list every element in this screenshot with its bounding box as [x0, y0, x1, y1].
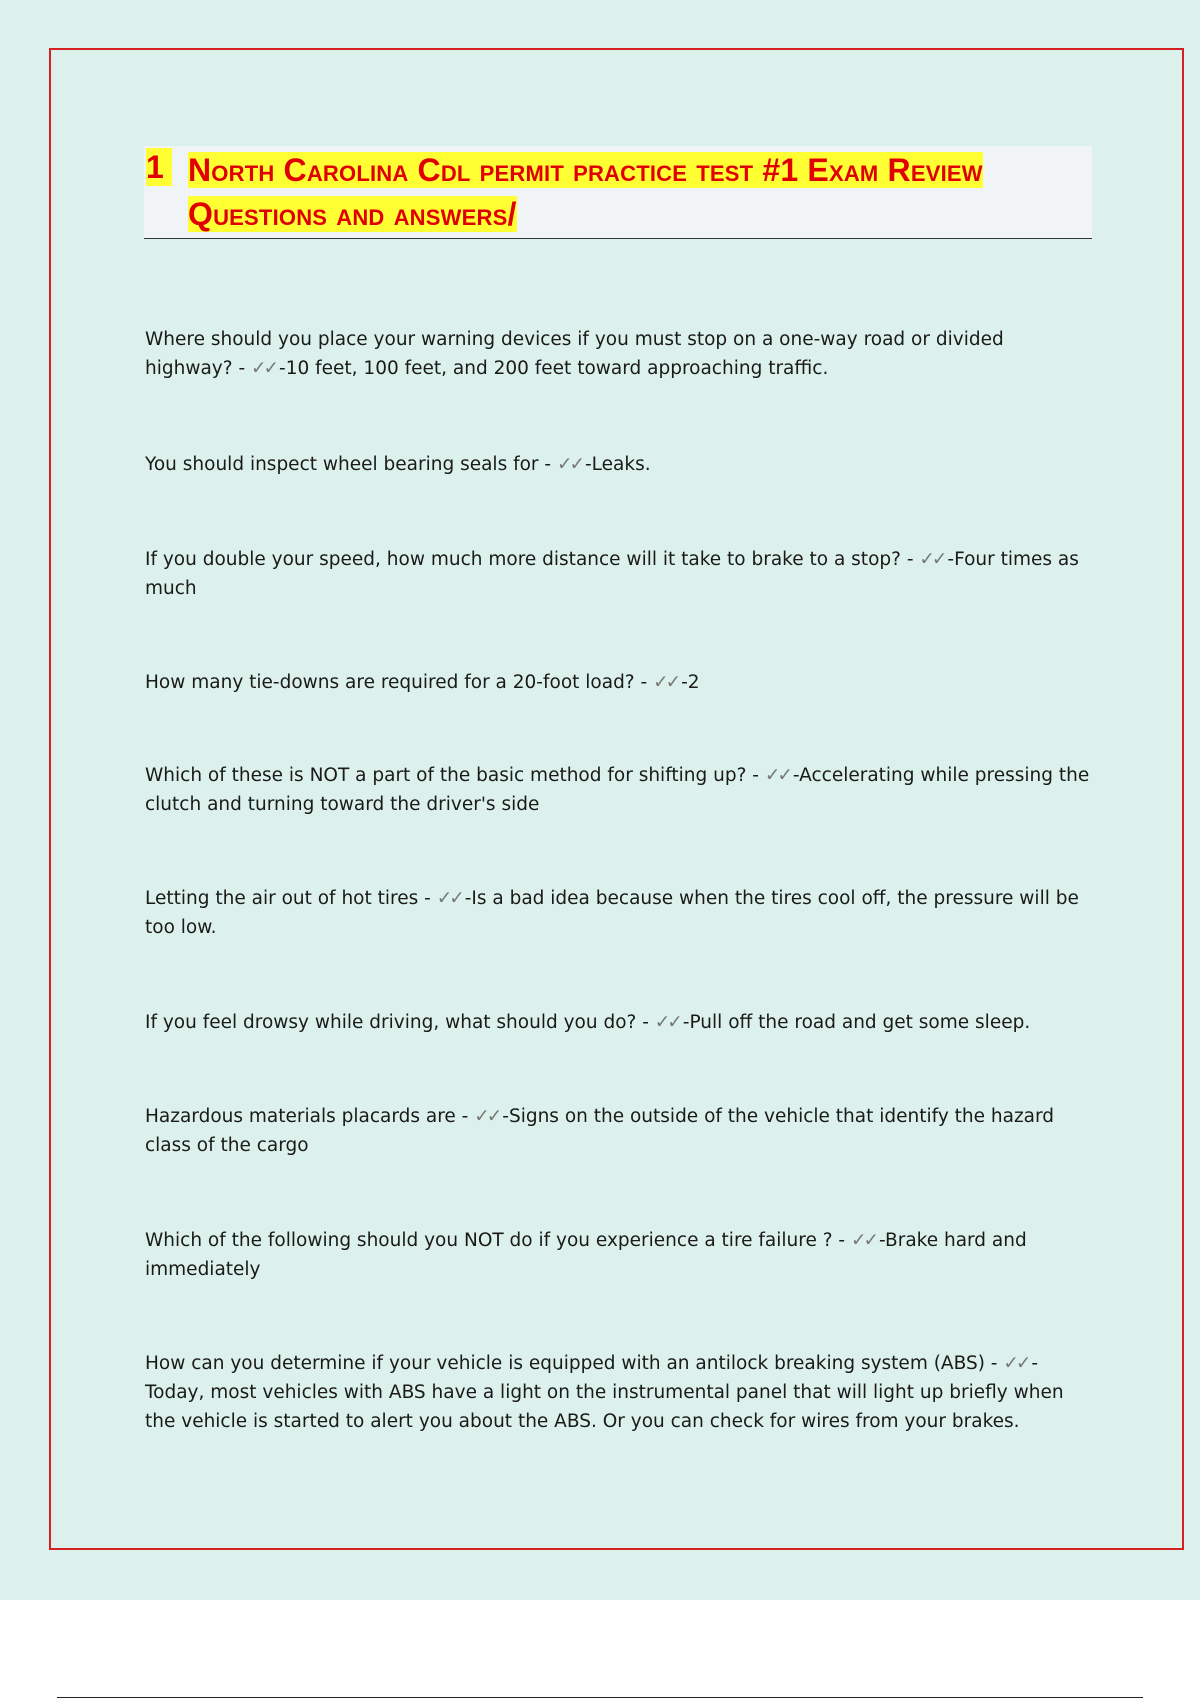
- qa-item-8: [145, 1102, 1093, 1160]
- double-check-icon: ✓✓: [653, 672, 679, 693]
- qa-item-9: [145, 1226, 1093, 1284]
- question-text: You should inspect wheel bearing seals for -: [145, 454, 552, 475]
- answer-text: -Leaks.: [585, 454, 651, 475]
- qa-item-4: [145, 668, 1093, 697]
- heading-block: [144, 146, 1092, 239]
- qa-item-7: [145, 1008, 1093, 1037]
- double-check-icon: ✓✓: [850, 1230, 876, 1251]
- page-title: [188, 148, 1088, 236]
- qa-item-2: [145, 450, 1093, 479]
- answer-text: -Brake hard and immediately: [145, 1230, 1027, 1280]
- question-text: How can you determine if your vehicle is equipped with an antilock breaking system (ABS) -: [145, 1353, 998, 1374]
- answer-text: -Is a bad idea because when the tires cool off, the pressure will be too low.: [145, 888, 1079, 938]
- double-check-icon: ✓✓: [474, 1106, 500, 1127]
- qa-item-6: [145, 884, 1093, 942]
- question-text: Where should you place your warning devices if you must stop on a one-way road or divided highway? -: [145, 329, 1004, 379]
- qa-item-5: [145, 761, 1093, 819]
- qa-item-10: [145, 1349, 1093, 1436]
- question-text: If you double your speed, how much more distance will it take to brake to a stop? -: [145, 549, 914, 570]
- double-check-icon: ✓✓: [436, 888, 462, 909]
- qa-item-3: [145, 545, 1093, 603]
- double-check-icon: ✓✓: [251, 358, 277, 379]
- question-text: Which of these is NOT a part of the basic method for shifting up? -: [145, 765, 759, 786]
- answer-text: -Signs on the outside of the vehicle that identify the hazard class of the cargo: [145, 1106, 1055, 1156]
- heading-number: 1: [146, 148, 172, 186]
- double-check-icon: ✓✓: [919, 549, 945, 570]
- double-check-icon: ✓✓: [654, 1012, 680, 1033]
- question-text: Letting the air out of hot tires -: [145, 888, 431, 909]
- answer-text: -Pull off the road and get some sleep.: [682, 1012, 1031, 1033]
- answer-text: -10 feet, 100 feet, and 200 feet toward approaching traffic.: [279, 358, 829, 379]
- footer-rule: [57, 1697, 1143, 1698]
- question-text: Which of the following should you NOT do if you experience a tire failure ? -: [145, 1230, 846, 1251]
- question-text: If you feel drowsy while driving, what should you do? -: [145, 1012, 649, 1033]
- page-title-text: North Carolina Cdl permit practice test #1 Exam Review Questions and answers/: [188, 152, 983, 232]
- question-text: How many tie-downs are required for a 20-foot load? -: [145, 672, 648, 693]
- question-text: Hazardous materials placards are -: [145, 1106, 469, 1127]
- answer-text: -Accelerating while pressing the clutch and turning toward the driver's side: [145, 765, 1090, 815]
- answer-text: -2: [681, 672, 700, 693]
- double-check-icon: ✓✓: [764, 765, 790, 786]
- double-check-icon: ✓✓: [556, 454, 582, 475]
- answer-text: -Four times as much: [145, 549, 1079, 599]
- qa-item-1: [145, 325, 1093, 383]
- double-check-icon: ✓✓: [1003, 1353, 1029, 1374]
- answer-text: -Today, most vehicles with ABS have a light on the instrumental panel that will light up briefly when the vehicle is started to alert you about the ABS. Or you can check for wires from your brakes.: [145, 1353, 1064, 1432]
